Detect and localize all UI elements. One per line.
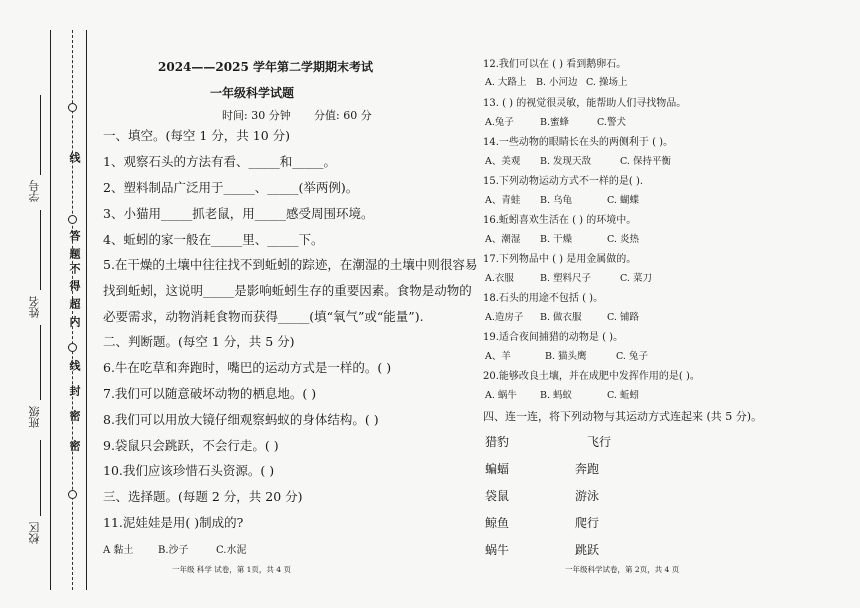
seal-char: 密 — [68, 410, 81, 421]
option: A、美观 — [485, 156, 521, 167]
student-number-label: 学号 — [28, 180, 41, 202]
section-heading: 四、连一连，将下列动物与其运动方式连起来 (共 5 分)。 — [483, 410, 763, 423]
option: A、潮湿 — [485, 234, 521, 245]
animal-item[interactable]: 猎豹 — [485, 435, 510, 449]
seal-char: 密 — [68, 440, 81, 451]
option: A.兔子 — [485, 117, 514, 128]
seal-char: 线 — [68, 360, 81, 371]
animal-item[interactable]: 蝙蝠 — [485, 462, 510, 476]
question-8: 8.我们可以用放大镜仔细观察蚂蚁的身体结构。( ) — [103, 412, 379, 427]
exam-subtitle: 一年级科学试题 — [210, 86, 295, 100]
question-6: 6.牛在吃草和奔跑时，嘴巴的运动方式是一样的。( ) — [103, 360, 392, 375]
seal-char: 封 — [68, 385, 81, 396]
binding-hole — [68, 343, 77, 352]
seal-char: 内 — [68, 316, 81, 327]
option: C.水泥 — [216, 545, 247, 556]
class-field[interactable] — [40, 325, 41, 400]
seal-char: 不 — [68, 263, 81, 274]
school-label: 校区 — [28, 522, 41, 544]
animal-item[interactable]: 蜗牛 — [485, 543, 510, 557]
seal-char: 超 — [68, 298, 81, 309]
option: B. 干燥 — [540, 234, 573, 245]
motion-item[interactable]: 爬行 — [575, 516, 600, 530]
option: A、羊 — [485, 351, 511, 362]
option: A. 大路上 — [485, 77, 527, 88]
option: C. 铺路 — [607, 312, 639, 323]
question-5-line-2: 找到蚯蚓，这说明_____是影响蚯蚓生存的重要因素。食物是动物的 — [103, 283, 472, 298]
motion-item[interactable]: 奔跑 — [575, 462, 600, 476]
question-12: 12.我们可以在 ( ) 看到鹅卵石。 — [483, 59, 627, 70]
animal-item[interactable]: 袋鼠 — [485, 489, 510, 503]
option: C. 保持平衡 — [620, 156, 671, 167]
option: A. 蜗牛 — [485, 390, 517, 401]
binding-hole — [68, 490, 77, 499]
page-footer: 一年级 科学 试卷，第 1页，共 4 页 — [172, 565, 291, 574]
student-name-label: 姓名 — [28, 296, 41, 318]
exam-time: 时间: 30 分钟 — [222, 109, 291, 122]
school-field[interactable] — [40, 440, 41, 516]
question-20: 20.能够改良土壤，并在成肥中发挥作用的是( )。 — [483, 371, 700, 382]
student-number-field[interactable] — [40, 95, 41, 175]
question-19: 19.适合夜间捕猎的动物是 ( )。 — [483, 332, 624, 343]
option: B. 做衣服 — [540, 312, 582, 323]
exam-score: 分值: 60 分 — [314, 109, 372, 122]
question-18: 18.石头的用途不包括 ( )。 — [483, 293, 604, 304]
option: A.造房子 — [485, 312, 524, 323]
option: A、青蛙 — [485, 195, 521, 206]
option: B. 发现天敌 — [540, 156, 592, 167]
option: B. 小河边 — [536, 77, 578, 88]
option: C. 兔子 — [616, 351, 648, 362]
option: B. 猫头鹰 — [545, 351, 587, 362]
page-footer: 一年级科学试卷，第 2页，共 4 页 — [565, 565, 680, 574]
question-14: 14.一些动物的眼睛长在头的两侧利于 ( )。 — [483, 137, 674, 148]
option: B.沙子 — [158, 545, 189, 556]
section-heading: 三、选择题。(每题 2 分，共 20 分) — [103, 489, 303, 504]
question-11: 11.泥娃娃是用( )制成的? — [103, 515, 244, 530]
motion-item[interactable]: 跳跃 — [575, 543, 600, 557]
option: B. 乌龟 — [540, 195, 573, 206]
option: B.蜜蜂 — [540, 117, 570, 128]
margin-outer-line — [50, 30, 51, 590]
exam-title: 2024——2025 学年第二学期期末考试 — [158, 60, 373, 74]
question-9: 9.袋鼠只会跳跃，不会行走。( ) — [103, 438, 279, 453]
motion-item[interactable]: 飞行 — [587, 435, 612, 449]
margin-dashed-line — [72, 30, 73, 590]
binding-hole — [68, 103, 77, 112]
seal-char: 得 — [68, 280, 81, 291]
option: C. 菜刀 — [620, 273, 652, 284]
question-3: 3、小猫用_____抓老鼠，用_____感受周围环境。 — [103, 206, 374, 221]
question-4: 4、蚯蚓的家一般在_____里、_____下。 — [103, 232, 324, 247]
question-10: 10.我们应该珍惜石头资源。( ) — [103, 463, 275, 478]
section-heading: 二、判断题。(每空 1 分，共 5 分) — [103, 334, 295, 349]
question-17: 17.下列物品中 ( ) 是用金属做的。 — [483, 254, 637, 265]
option: A 黏土 — [103, 545, 134, 556]
question-1: 1、观察石头的方法有看、_____和_____。 — [103, 154, 336, 169]
animal-item[interactable]: 鲸鱼 — [485, 516, 510, 530]
margin-inner-line — [86, 30, 87, 590]
option: B. 蚂蚁 — [540, 390, 573, 401]
student-name-field[interactable] — [40, 210, 41, 290]
question-5-line-1: 5.在干燥的土壤中往往找不到蚯蚓的踪迹，在潮湿的土壤中则很容易 — [103, 257, 478, 272]
option: C. 操场上 — [586, 77, 628, 88]
question-13: 13. ( ) 的视觉很灵敏，能帮助人们寻找物品。 — [483, 98, 687, 109]
seal-char: 线 — [68, 152, 81, 163]
option: B. 塑料尺子 — [540, 273, 592, 284]
question-7: 7.我们可以随意破坏动物的栖息地。( ) — [103, 386, 317, 401]
class-label: 班级 — [28, 406, 41, 428]
seal-char: 答 — [68, 230, 81, 241]
option: A.衣服 — [485, 273, 514, 284]
section-heading: 一、填空。(每空 1 分，共 10 分) — [103, 128, 291, 143]
binding-hole — [68, 215, 77, 224]
option: C.警犬 — [597, 117, 626, 128]
question-16: 16.蚯蚓喜欢生活在 ( ) 的环境中。 — [483, 215, 637, 226]
seal-char: 题 — [68, 248, 81, 259]
question-15: 15.下列动物运动方式不一样的是( ). — [483, 176, 644, 187]
option: C. 蝴蝶 — [607, 195, 639, 206]
motion-item[interactable]: 游泳 — [575, 489, 600, 503]
question-5-line-3: 必要需求，动物消耗食物而获得_____(填“氧气”或“能量”). — [103, 309, 424, 324]
option: C. 炎热 — [607, 234, 639, 245]
question-2: 2、塑料制品广泛用于_____、_____(举两例)。 — [103, 180, 359, 195]
option: C. 蚯蚓 — [607, 390, 639, 401]
